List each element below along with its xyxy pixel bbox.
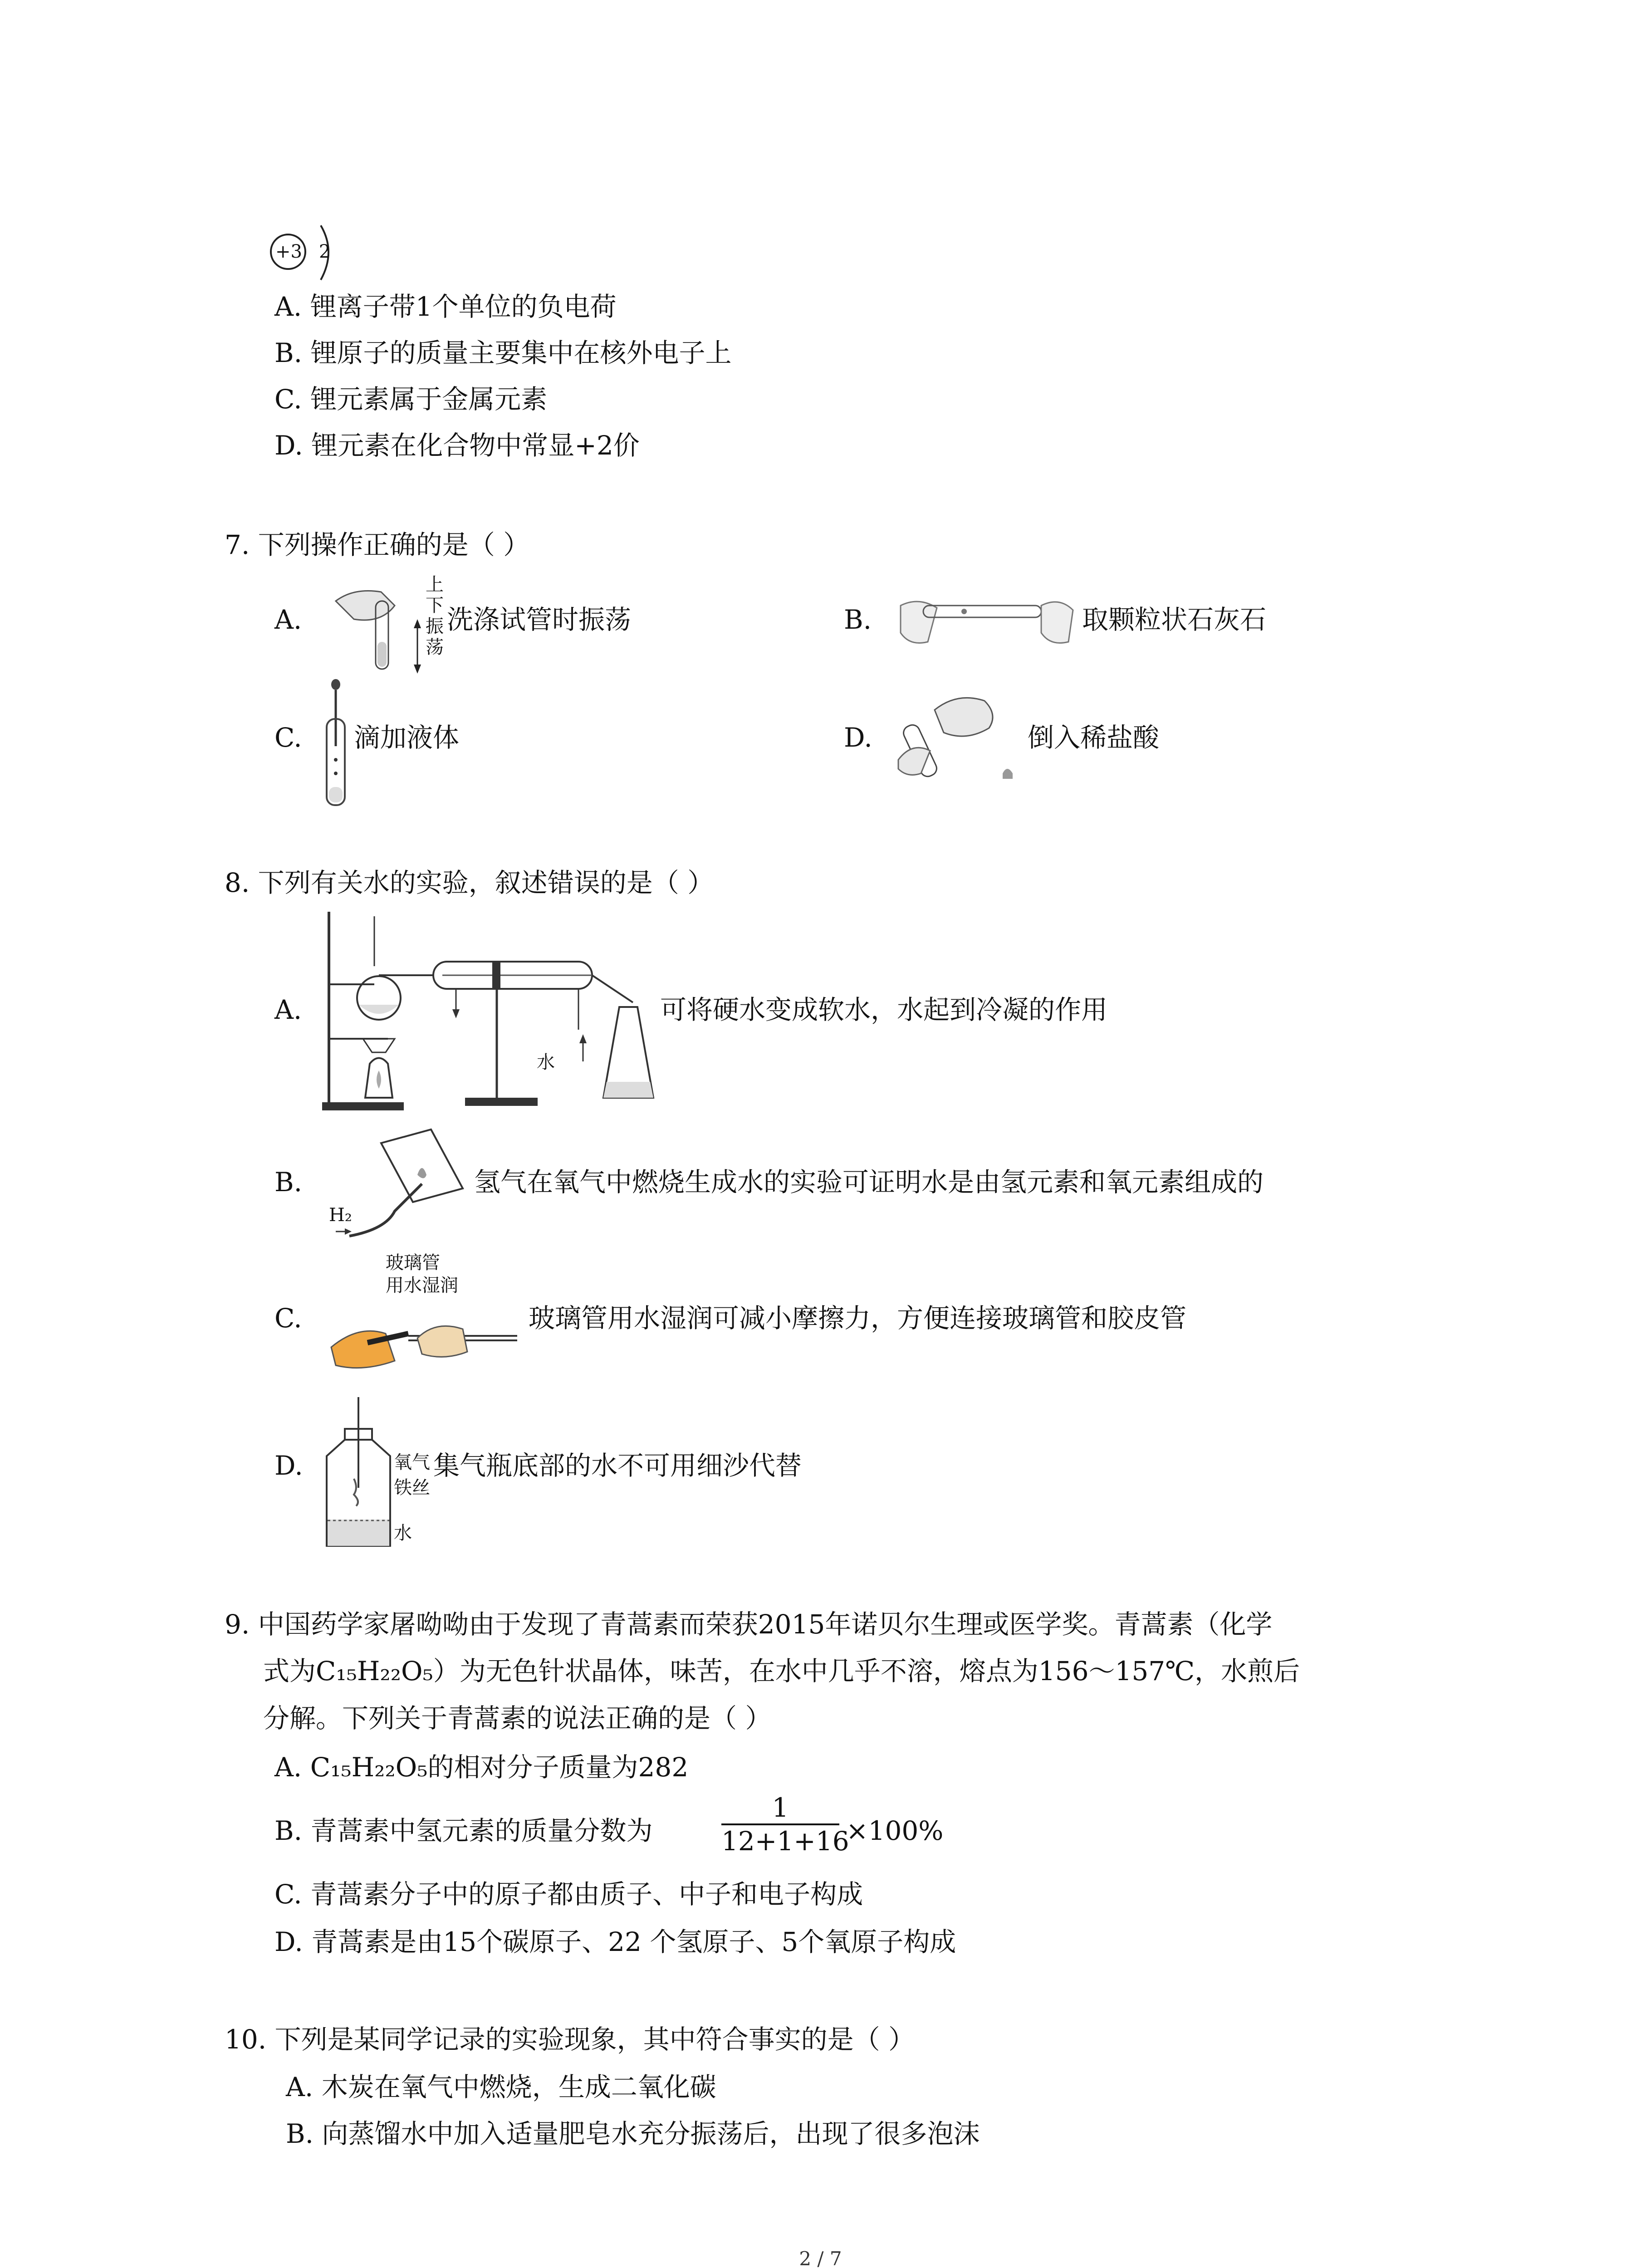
fig-label-h2: H₂ (329, 1205, 352, 1226)
q9-option-b-suffix: ×100% (846, 1815, 944, 1846)
q7-d-label: D. (844, 722, 872, 753)
fig-label-glass-tube: 玻璃管 (386, 1252, 440, 1273)
q9-line-3: 分解。下列关于青蒿素的说法正确的是（ ） (263, 1703, 772, 1734)
q7-b-label: B. (844, 604, 872, 635)
q8-b-label: B. (274, 1167, 303, 1198)
q6-option-d: D. 锂元素在化合物中常显+2价 (274, 430, 640, 461)
fig-label-water-bottom: 水 (394, 1523, 412, 1544)
hydrogen-combustion-illustration (327, 1125, 476, 1238)
atom-shell-electrons: 2 (319, 241, 331, 262)
fig-label-shake-2: 荡 (426, 637, 444, 658)
lithium-atom-structure-diagram (265, 225, 374, 288)
distillation-apparatus-illustration (320, 907, 656, 1116)
fig-label-shake-1: 振 (426, 616, 444, 637)
q7-a-text: 洗涤试管时振荡 (447, 604, 632, 635)
pouring-hydrochloric-acid-illustration (894, 683, 1025, 787)
q9-option-c: C. 青蒿素分子中的原子都由质子、中子和电子构成 (274, 1879, 863, 1910)
fig-label-wet-with-water: 用水湿润 (386, 1275, 458, 1296)
q9-line-2: 式为C₁₅H₂₂O₅）为无色针状晶体，味苦，在水中几乎不溶，熔点为156～157℃，水煎后 (263, 1656, 1300, 1686)
q8-a-text: 可将硬水变成软水，水起到冷凝的作用 (660, 994, 1108, 1025)
q10-option-a: A. 木炭在氧气中燃烧，生成二氧化碳 (286, 2072, 716, 2102)
taking-limestone-illustration (896, 587, 1078, 660)
q9-option-d: D. 青蒿素是由15个碳原子、22 个氢原子、5个氧原子构成 (274, 1926, 956, 1957)
fig-label-iron-wire: 铁丝 (394, 1477, 430, 1498)
page-number: 2 / 7 (799, 2248, 842, 2268)
fig-label-up: 上 (426, 574, 444, 595)
q7-b-text: 取颗粒状石灰石 (1082, 604, 1267, 635)
fraction-denominator: 12+1+16 (721, 1823, 839, 1857)
q10-stem: 10. 下列是某同学记录的实验现象，其中符合事实的是（ ） (225, 2024, 915, 2055)
q8-d-text: 集气瓶底部的水不可用细沙代替 (433, 1450, 802, 1481)
q8-a-label: A. (274, 994, 302, 1025)
fraction-numerator: 1 (772, 1792, 789, 1823)
q7-c-label: C. (274, 722, 302, 753)
q7-d-text: 倒入稀盐酸 (1028, 722, 1160, 753)
q7-stem: 7. 下列操作正确的是（ ） (225, 529, 530, 560)
q10-option-b: B. 向蒸馏水中加入适量肥皂水充分振荡后，出现了很多泡沫 (286, 2118, 980, 2149)
q9-option-b-prefix: B. 青蒿素中氢元素的质量分数为 (274, 1815, 653, 1846)
q6-option-b: B. 锂原子的质量主要集中在核外电子上 (274, 337, 732, 368)
q6-option-a: A. 锂离子带1个单位的负电荷 (274, 291, 617, 322)
q8-d-label: D. (274, 1450, 303, 1481)
q7-c-text: 滴加液体 (354, 722, 460, 753)
q8-c-label: C. (274, 1303, 302, 1334)
atom-nucleus-charge: +3 (275, 241, 302, 262)
q6-option-c: C. 锂元素属于金属元素 (274, 384, 548, 415)
q8-stem: 8. 下列有关水的实验，叙述错误的是（ ） (225, 867, 714, 898)
mass-fraction-formula (721, 1792, 849, 1857)
iron-wire-in-oxygen-illustration (322, 1397, 430, 1547)
q9-option-a: A. C₁₅H₂₂O₅的相对分子质量为282 (274, 1752, 689, 1783)
q8-b-text: 氢气在氧气中燃烧生成水的实验可证明水是由氢元素和氧元素组成的 (474, 1167, 1264, 1198)
dropping-liquid-illustration (318, 678, 354, 810)
fig-label-down: 下 (426, 595, 444, 616)
q8-c-text: 玻璃管用水湿润可减小摩擦力，方便连接玻璃管和胶皮管 (529, 1303, 1187, 1334)
fig-label-oxygen: 氧气 (394, 1452, 430, 1473)
shaking-test-tube-illustration (327, 574, 445, 674)
q9-line-1: 9. 中国药学家屠呦呦由于发现了青蒿素而荣获2015年诺贝尔生理或医学奖。青蒿素（化学 (225, 1609, 1273, 1640)
wet-glass-tube-illustration (318, 1252, 526, 1374)
fig-label-water: 水 (537, 1052, 555, 1073)
q7-a-label: A. (274, 604, 302, 635)
